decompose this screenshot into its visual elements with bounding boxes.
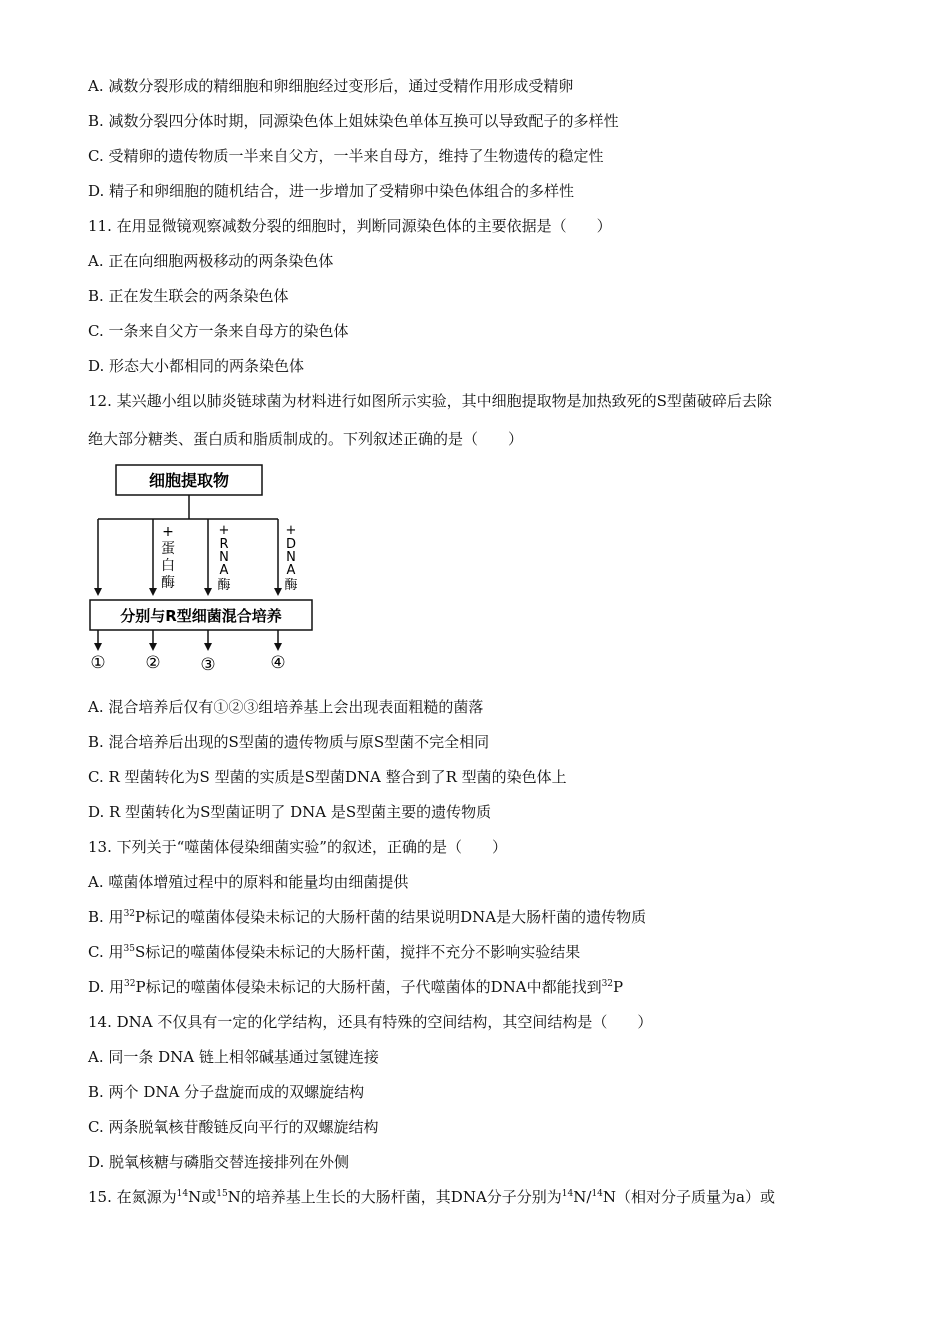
svg-text:+: + [218, 523, 230, 538]
q11-stem: 11. 在用显微镜观察减数分裂的细胞时，判断同源染色体的主要依据是（ ） [88, 217, 612, 235]
svg-text:R: R [219, 537, 229, 552]
svg-text:白: 白 [161, 558, 175, 574]
q10-option-a: A. 减数分裂形成的精细胞和卵细胞经过变形后，通过受精作用形成受精卵 [88, 77, 574, 95]
svg-text:蛋: 蛋 [161, 541, 175, 557]
q14-option-a: A. 同一条 DNA 链上相邻碱基通过氢键连接 [88, 1048, 379, 1066]
svg-text:A: A [286, 563, 296, 578]
q14-stem: 14. DNA 不仅具有一定的化学结构，还具有特殊的空间结构，其空间结构是（ ） [88, 1013, 653, 1031]
q10-option-d: D. 精子和卵细胞的随机结合，进一步增加了受精卵中染色体组合的多样性 [88, 182, 575, 200]
q12-option-d: D. R 型菌转化为S型菌证明了 DNA 是S型菌主要的遗传物质 [88, 803, 492, 821]
q11-option-c: C. 一条来自父方一条来自母方的染色体 [88, 322, 349, 340]
extract-box-label: 细胞提取物 [148, 471, 230, 490]
svg-text:N: N [219, 550, 229, 565]
q13-option-b: B. 用$^{32}$P标记的噬菌体侵染未标记的大肠杆菌的结果说明DNA是大肠杆菌的遗传物质 [88, 908, 647, 926]
q12-option-b: B. 混合培养后出现的S型菌的遗传物质与原S型菌不完全相同 [88, 733, 490, 751]
q10-option-c: C. 受精卵的遗传物质一半来自父方，一半来自母方，维持了生物遗传的稳定性 [88, 147, 604, 165]
label-dnase [284, 523, 297, 593]
result-3: ③ [200, 655, 216, 675]
q14-option-d: D. 脱氧核糖与磷脂交替连接排列在外侧 [88, 1153, 350, 1171]
q11-option-a: A. 正在向细胞两极移动的两条染色体 [88, 252, 334, 270]
q10-option-b: B. 减数分裂四分体时期，同源染色体上姐妹染色单体互换可以导致配子的多样性 [88, 112, 619, 130]
result-1: ① [90, 653, 106, 673]
svg-text:酶: 酶 [284, 578, 298, 593]
experiment-diagram-svg [88, 462, 328, 677]
svg-text:酶: 酶 [217, 578, 231, 593]
q12-stem-line2: 绝大部分糖类、蛋白质和脂质制成的。下列叙述正确的是（ ） [88, 430, 524, 448]
result-4: ④ [270, 653, 286, 673]
label-protease [161, 524, 175, 591]
q11-option-b: B. 正在发生联会的两条染色体 [88, 287, 289, 305]
svg-text:+: + [162, 524, 174, 540]
label-rnase [217, 523, 230, 593]
q13-option-c: C. 用$^{35}$S标记的噬菌体侵染未标记的大肠杆菌，搅拌不充分不影响实验结果 [88, 943, 581, 961]
result-2: ② [145, 653, 161, 673]
q13-option-a: A. 噬菌体增殖过程中的原料和能量均由细菌提供 [88, 873, 409, 891]
q11-option-d: D. 形态大小都相同的两条染色体 [88, 357, 305, 375]
q12-option-a: A. 混合培养后仅有①②③组培养基上会出现表面粗糙的菌落 [88, 698, 484, 716]
q15-stem: 15. 在氮源为$^{14}$N或$^{15}$N的培养基上生长的大肠杆菌，其DNA分子分别为$^{14}$N/$^{14}$N（相对分子质量为a）或 [88, 1188, 775, 1206]
q13-option-d: D. 用$^{32}$P标记的噬菌体侵染未标记的大肠杆菌，子代噬菌体的DNA中都能找到$^{32}$P [88, 978, 624, 996]
q14-option-b: B. 两个 DNA 分子盘旋而成的双螺旋结构 [88, 1083, 365, 1101]
culture-box-label: 分别与R型细菌混合培养 [120, 607, 282, 625]
q14-option-c: C. 两条脱氧核苷酸链反向平行的双螺旋结构 [88, 1118, 379, 1136]
q12-stem-line1: 12. 某兴趣小组以肺炎链球菌为材料进行如图所示实验，其中细胞提取物是加热致死的S型菌破碎后去除 [88, 392, 772, 410]
svg-text:N: N [286, 550, 296, 565]
svg-text:酶: 酶 [161, 575, 175, 591]
svg-text:D: D [285, 537, 297, 552]
q12-option-c: C. R 型菌转化为S 型菌的实质是S型菌DNA 整合到了R 型菌的染色体上 [88, 768, 567, 786]
svg-text:A: A [219, 563, 229, 578]
q13-stem: 13. 下列关于“噬菌体侵染细菌实验”的叙述，正确的是（ ） [88, 838, 507, 856]
experiment-diagram [88, 462, 328, 677]
svg-text:+: + [285, 523, 297, 538]
